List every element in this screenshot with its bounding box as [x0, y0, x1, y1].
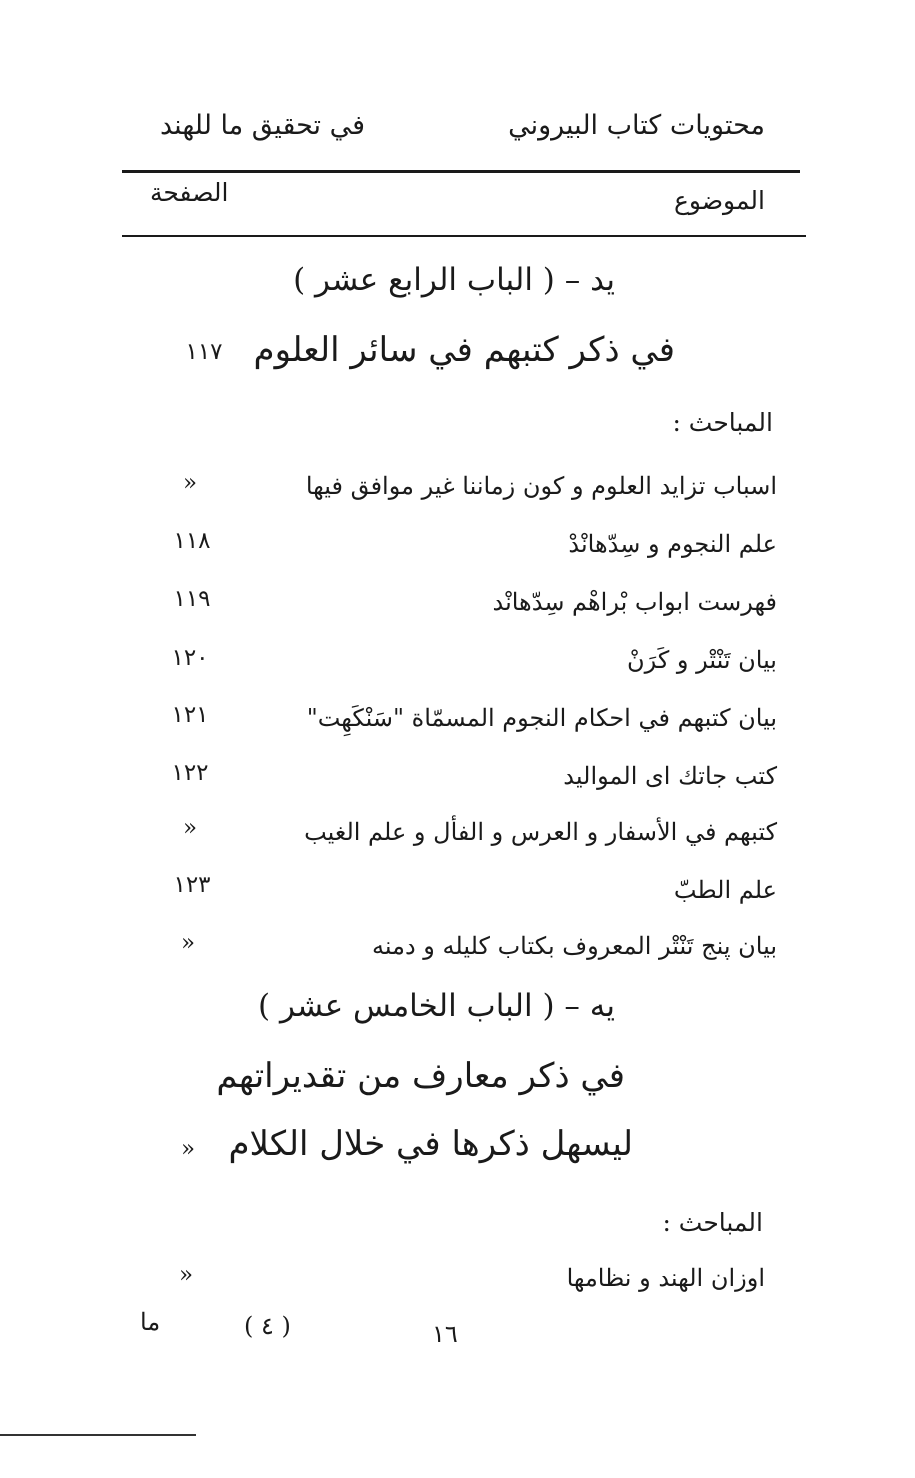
toc-entry-text: كتب جاتك اى المواليد: [563, 762, 777, 790]
running-header-left: في تحقيق ما للهند: [160, 110, 366, 141]
toc-entry-page: ١١٨: [173, 528, 211, 554]
chapter-14-sections-label: المباحث :: [672, 408, 773, 437]
signature-mark: ( ٤ ): [244, 1312, 291, 1340]
chapter-15-page: »: [180, 1136, 196, 1162]
toc-entry-page: ١٢٣: [173, 872, 211, 898]
column-heading-topic: الموضوع: [674, 186, 765, 215]
toc-entry-text: علم الطبّ: [673, 876, 777, 904]
toc-entry-page: »: [182, 815, 198, 841]
running-header-right: محتويات كتاب البيروني: [508, 110, 765, 141]
toc-entry-text: فهرست ابواب بْراهْم سِدّهانْد: [492, 588, 777, 616]
chapter-14-heading: يد – ( الباب الرابع عشر ): [293, 262, 615, 298]
toc-entry-page: ١١٩: [173, 586, 211, 612]
toc-entry-page: »: [178, 1262, 194, 1288]
chapter-15-title-line1: في ذكر معارف من تقديراتهم: [216, 1056, 625, 1096]
toc-entry-page: ١٢٢: [171, 760, 209, 786]
toc-entry-text: اوزان الهند و نظامها: [566, 1264, 765, 1292]
toc-entry-text: بيان تَنْتْر و كَرَنْ: [626, 646, 777, 674]
toc-entry-text: كتبهم في الأسفار و العرس و الفأل و علم الغيب: [304, 818, 777, 846]
header-rule: [122, 170, 800, 173]
toc-entry-text: بيان پنج تَنْتْر المعروف بكتاب كليله و دمنه: [372, 932, 777, 960]
chapter-15-heading: يه – ( الباب الخامس عشر ): [258, 988, 615, 1024]
toc-entry-page: ١٢٠: [171, 645, 209, 671]
column-rule: [122, 235, 806, 237]
page-number: ١٦: [432, 1320, 458, 1348]
chapter-15-title-line2: ليسهل ذكرها في خلال الكلام: [228, 1124, 633, 1164]
chapter-14-title: في ذكر كتبهم في سائر العلوم: [253, 330, 675, 370]
chapter-15-sections-label: المباحث :: [662, 1208, 763, 1237]
column-heading-page: الصفحة: [150, 178, 229, 207]
bottom-edge-line: [0, 1434, 196, 1436]
toc-entry-text: اسباب تزايد العلوم و كون زماننا غير موافق فيها: [305, 472, 777, 500]
toc-entry-text: بيان كتبهم في احكام النجوم المسمّاة "سَنْكَهِت": [306, 704, 777, 732]
toc-entry-page: »: [182, 470, 198, 496]
toc-entry-page: ١٢١: [171, 702, 209, 728]
chapter-14-page: ١١٧: [185, 339, 223, 365]
toc-entry-text: علم النجوم و سِدّهانْدْ: [568, 530, 777, 558]
toc-entry-page: »: [180, 930, 196, 956]
catchword: ما: [140, 1308, 161, 1336]
